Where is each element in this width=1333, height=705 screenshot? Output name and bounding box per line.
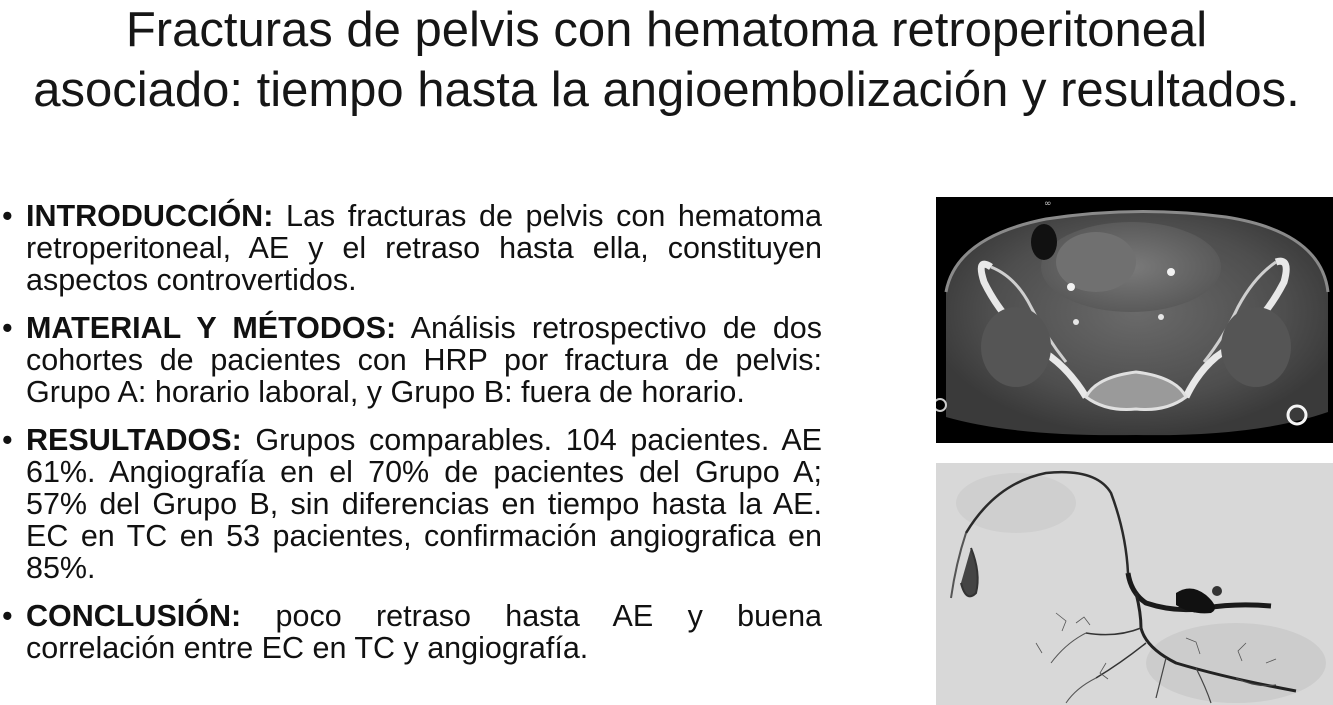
slide-title: Fracturas de pelvis con hematoma retroperitoneal asociado: tiempo hasta la angioembolización y resultados.: [33, 3, 1300, 117]
ct-scan-graphic: [936, 197, 1333, 443]
angiography-image: [936, 463, 1333, 705]
bullet-heading: CONCLUSIÓN:: [26, 599, 242, 633]
bullet-dot-icon: •: [2, 311, 13, 345]
bullet-dot-icon: •: [2, 199, 13, 233]
bullet-resultados: [0, 424, 822, 584]
bullet-conclusion: [0, 600, 822, 664]
ct-scan-image: [936, 197, 1333, 443]
bullet-text: Grupos comparables. 104 pacientes. AE 61%. Angiografía en el 70% de pacientes del Grupo A; 57% del Grupo B, sin diferencias en tiempo hasta la AE. EC en TC en 53 pacientes, confirmación angiografica en 85%.: [26, 423, 822, 585]
bullet-list: [0, 200, 822, 680]
bullet-heading: MATERIAL Y MÉTODOS:: [26, 311, 397, 345]
bullet-dot-icon: •: [2, 599, 13, 633]
bullet-text: Análisis retrospectivo de dos cohortes de pacientes con HRP por fractura de pelvis: Grupo A: horario laboral, y Grupo B: fuera de horario.: [26, 311, 822, 409]
bullet-dot-icon: •: [2, 423, 13, 457]
bullet-introduccion: [0, 200, 822, 296]
bullet-heading: RESULTADOS:: [26, 423, 242, 457]
bullet-text: Las fracturas de pelvis con hematoma retroperitoneal, AE y el retraso hasta ella, constituyen aspectos controvertidos.: [26, 199, 822, 297]
angiography-graphic: [936, 463, 1333, 705]
bullet-text: poco retraso hasta AE y buena correlación entre EC en TC y angiografía.: [26, 599, 822, 665]
svg-text:∞: ∞: [1044, 199, 1052, 209]
bullet-material-metodos: [0, 312, 822, 408]
bullet-heading: INTRODUCCIÓN:: [26, 199, 274, 233]
